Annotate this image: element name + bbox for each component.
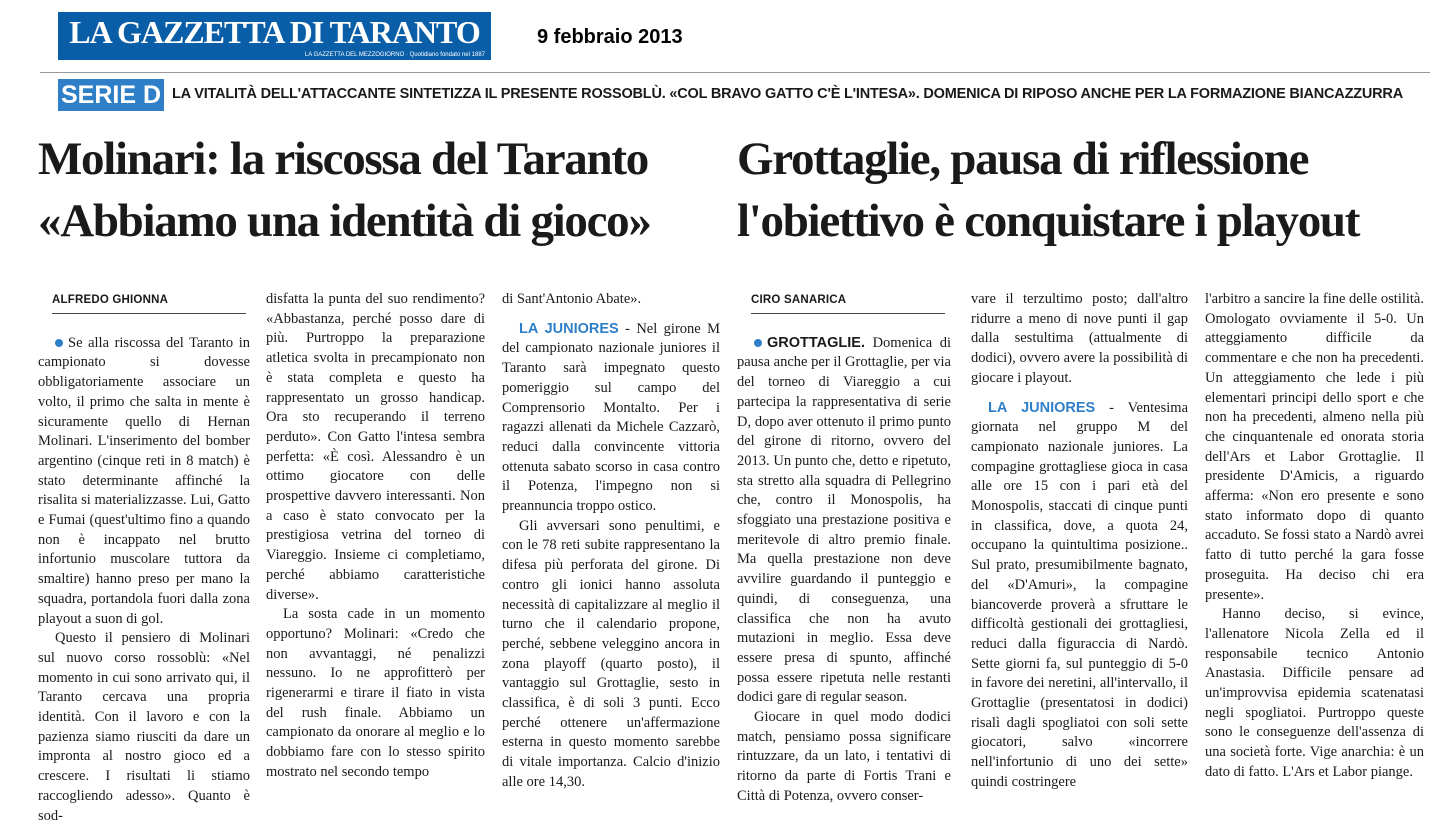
left-paragraph-2: Questo il pensiero di Molinari sul nuovo corso rossoblù: «Nel momento in cui sono arrivato qui, il Taranto cercava una propria identità. Con il lavoro e con la pazienza siamo riusciti da dare un impronta al nostro gioco ed a crescere. I risultati li stiamo raccogliendo adesso». Quanto è sod- [38,630,250,824]
left-paragraph-6: - Nel girone M del campionato nazionale juniores il Taranto sarà impegnato questo pomeriggio sul campo del Comprensorio Montalto. Per i ragazzi allenati da Michele Cazzarò, reduci dalla convincente vittoria ottenuta sabato scorso in casa contro il Potenza, l'impegno non si preannuncia troppo ostico. [502,320,720,515]
left-paragraph-3: disfatta la punta del suo rendimento? «Abbastanza, perché posso dare di più. Purtroppo la preparazione atletica svolta in precampionato non è stata completa e questo ha rappresentato un grosso handicap. Ora sto recuperando il terreno perduto». Con Gatto l'intesa sembra perfetta: «È così. Alessandro è un ottimo giocatore con delle prospettive davvero interessanti. Non a caso è stato convocato per la prestigiosa vetrina del torneo di Viareggio. Insieme ci completiamo, perché abbiamo caratteristiche diverse». [266,291,485,603]
left-paragraph-7: Gli avversari sono penultimi, e con le 78 reti subite rappresentano la difesa più perforata del girone. Di contro gli ionici hanno assoluta necessità di capitalizzare al meglio il turno che il calendario propone, perché, sebbene veleggino ancora in zona playoff (quarto posto), il vantaggio sul Grottaglie, sesto in classifica, è di soli 3 punti. Ecco perché ottenere un'affermazione esterna in questo momento sarebbe di vitale importanza. Calcio d'inizio alle ore 14,30. [502,517,720,790]
left-juniores-paragraph [502,320,720,517]
spacer [502,310,720,320]
left-paragraph-5: di Sant'Antonio Abate». [502,291,642,307]
right-paragraph-3: vare il terzultimo posto; dall'altro ridurre a meno di nove punti il gap dalla sestultima (attualmente di dodici), ovvero avere la possibilità di giocare i playout. [971,291,1188,386]
bullet-dot-icon [55,339,63,347]
right-headline-line-2: l'obiettivo è conquistare i playout [737,195,1360,247]
section-kicker: LA VITALITÀ DELL'ATTACCANTE SINTETIZZA IL PRESENTE ROSSOBLÙ. «COL BRAVO GATTO C'È L'INTESA». DOMENICA DI RIPOSO ANCHE PER LA FORMAZIONE BIANCAZZURRA [172,86,1403,102]
spacer [971,389,1188,399]
right-paragraph-1 [737,334,951,708]
left-article-column-3 [502,290,720,790]
left-headline [38,128,723,252]
right-paragraph-4: - Ventesima giornata nel gruppo M del campionato nazionale juniores. La compagine grottagliese gioca in casa alle ore 15 con i pari età del Monospolis, staccati di cinque punti in classifica, dove, a quota 24, occupano la quintultima posizione.. Sul prato, presumibilmente bagnato, del «D'Amuri», la compagine biancoverde proverà a sfruttare le difficoltà gestionali dei grottagliesi, reduci dalla figuraccia di Nardò. Sette giorni fa, sul punteggio di 5-0 in favore dei neretini, all'intervallo, il Grottaglie (presentatosi in dodici) risalì dagli spogliatoi con soli sette giocatori, salvo «incorrere nell'infortunio di uno dei sette» quindi costringere [971,399,1189,790]
left-paragraph-4: La sosta cade in un momento opportuno? Molinari: «Credo che non avvantaggi, né penalizzi nessuno. Io ne approfitterò per rigenerarmi e tirare il fiato in vista del rush finale. Abbiamo un campionato da onorare al meglio e lo dobbiamo fare con lo stesso spirito mostrato nel secondo tempo [266,606,485,780]
right-article-column-3 [1205,290,1424,780]
left-paragraph-1 [38,334,250,630]
right-paragraph-5: l'arbitro a sancire la fine delle ostilità. Omologato ovviamente il 5-0. Un atteggiamento difficile da commentare e che non ha precedenti. Un atteggiamento che lede i più elementari principi dello sport e che non ha precedenti, almeno nella più che cinquantenale ed onorata storia dell'Ars et Labor Grottaglie. Il presidente D'Amicis, a riguardo afferma: «Non ero presente e sono stato informato dopo di quanto accaduto. Se fossi stato a Nardò avrei fatto di tutto perché la gara fosse proseguita. Ha deciso chi era presente». [1205,291,1424,603]
left-article-column-1 [38,290,250,824]
section-badge: SERIE D [58,79,164,111]
right-lead-in: GROTTAGLIE. [767,334,866,351]
right-article-column-1 [737,290,951,804]
left-paragraph-1-text: Se alla riscossa del Taranto in campionato si dovesse obbligatoriamente associare un volto, il primo che salta in mente è sicuramente quello di Hernan Molinari. L'inserimento del bomber argentino (cinque reti in 8 match) è stato determinante affinché la risalita si materializzasse. Lui, Gatto e Fumai (quest'ultimo fino a quando non è incappato nel brutto infortunio muscolare tuttora da smaltire) hanno preso per mano la squadra, portandola fuori dalla zona playout a suon di gol. [38,334,250,627]
right-headline-line-1: Grottaglie, pausa di riflessione [737,133,1309,185]
right-headline [737,128,1437,252]
left-headline-line-1: Molinari: la riscossa del Taranto [38,133,648,185]
left-juniores-label: LA JUNIORES [519,320,619,337]
right-paragraph-2: Giocare in quel modo dodici match, pensiamo possa significare rintuzzare, da un lato, i tentativi di ritorno da parte di Fortis Trani e Città di Potenza, ovvero conser- [737,709,951,804]
publication-date: 9 febbraio 2013 [537,26,683,48]
masthead-title: LA GAZZETTA DI TARANTO [69,14,480,50]
right-paragraph-6: Hanno deciso, si evince, l'allenatore Nicola Zella ed il responsabile tecnico Antonio Anastasia. Difficile pensare ad un'improvvisa epidemia scatenatasi negli spogliatoi. Purtroppo queste sono le conseguenze dell'assenza di una società forte. Vige anarchia: è un dato di fatto. L'Ars et Labor piange. [1205,606,1424,780]
left-byline: ALFREDO GHIONNA [52,291,246,314]
right-article-column-2 [971,290,1189,790]
masthead-subtitle: LA GAZZETTA DEL MEZZOGIORNO · Quotidiano fondato nel 1887 [304,52,485,58]
right-juniores-paragraph [971,399,1188,793]
right-byline: CIRO SANARICA [751,291,945,314]
bullet-dot-icon [754,339,762,347]
right-paragraph-1-text: Domenica di pausa anche per il Grottaglie, per via del torneo di Viareggio a cui partecipa la rappresentativa di serie D, dopo aver ottenuto il primo punto del girone di ritorno, ovvero del 2013. Un punto che, detto e ripetuto, sta stretto alla squadra di Pellegrino che, contro il Monospolis, ha sfoggiato una prestazione positiva e meritevole di altro premio finale. Ma quella prestazione non deve avvilire guardando il punteggio e quindi, di conseguenza, una classifica che non ha avuto mutazioni in meglio. Essa deve essere presa di spunto, affinché possa essere ripetuta nelle restanti dodici gare di regular season. [737,334,951,706]
left-headline-line-2: «Abbiamo una identità di gioco» [38,195,651,247]
masthead-logo [58,12,491,60]
right-juniores-label: LA JUNIORES [988,399,1096,416]
top-divider [40,72,1430,73]
left-article-column-2 [266,290,485,780]
